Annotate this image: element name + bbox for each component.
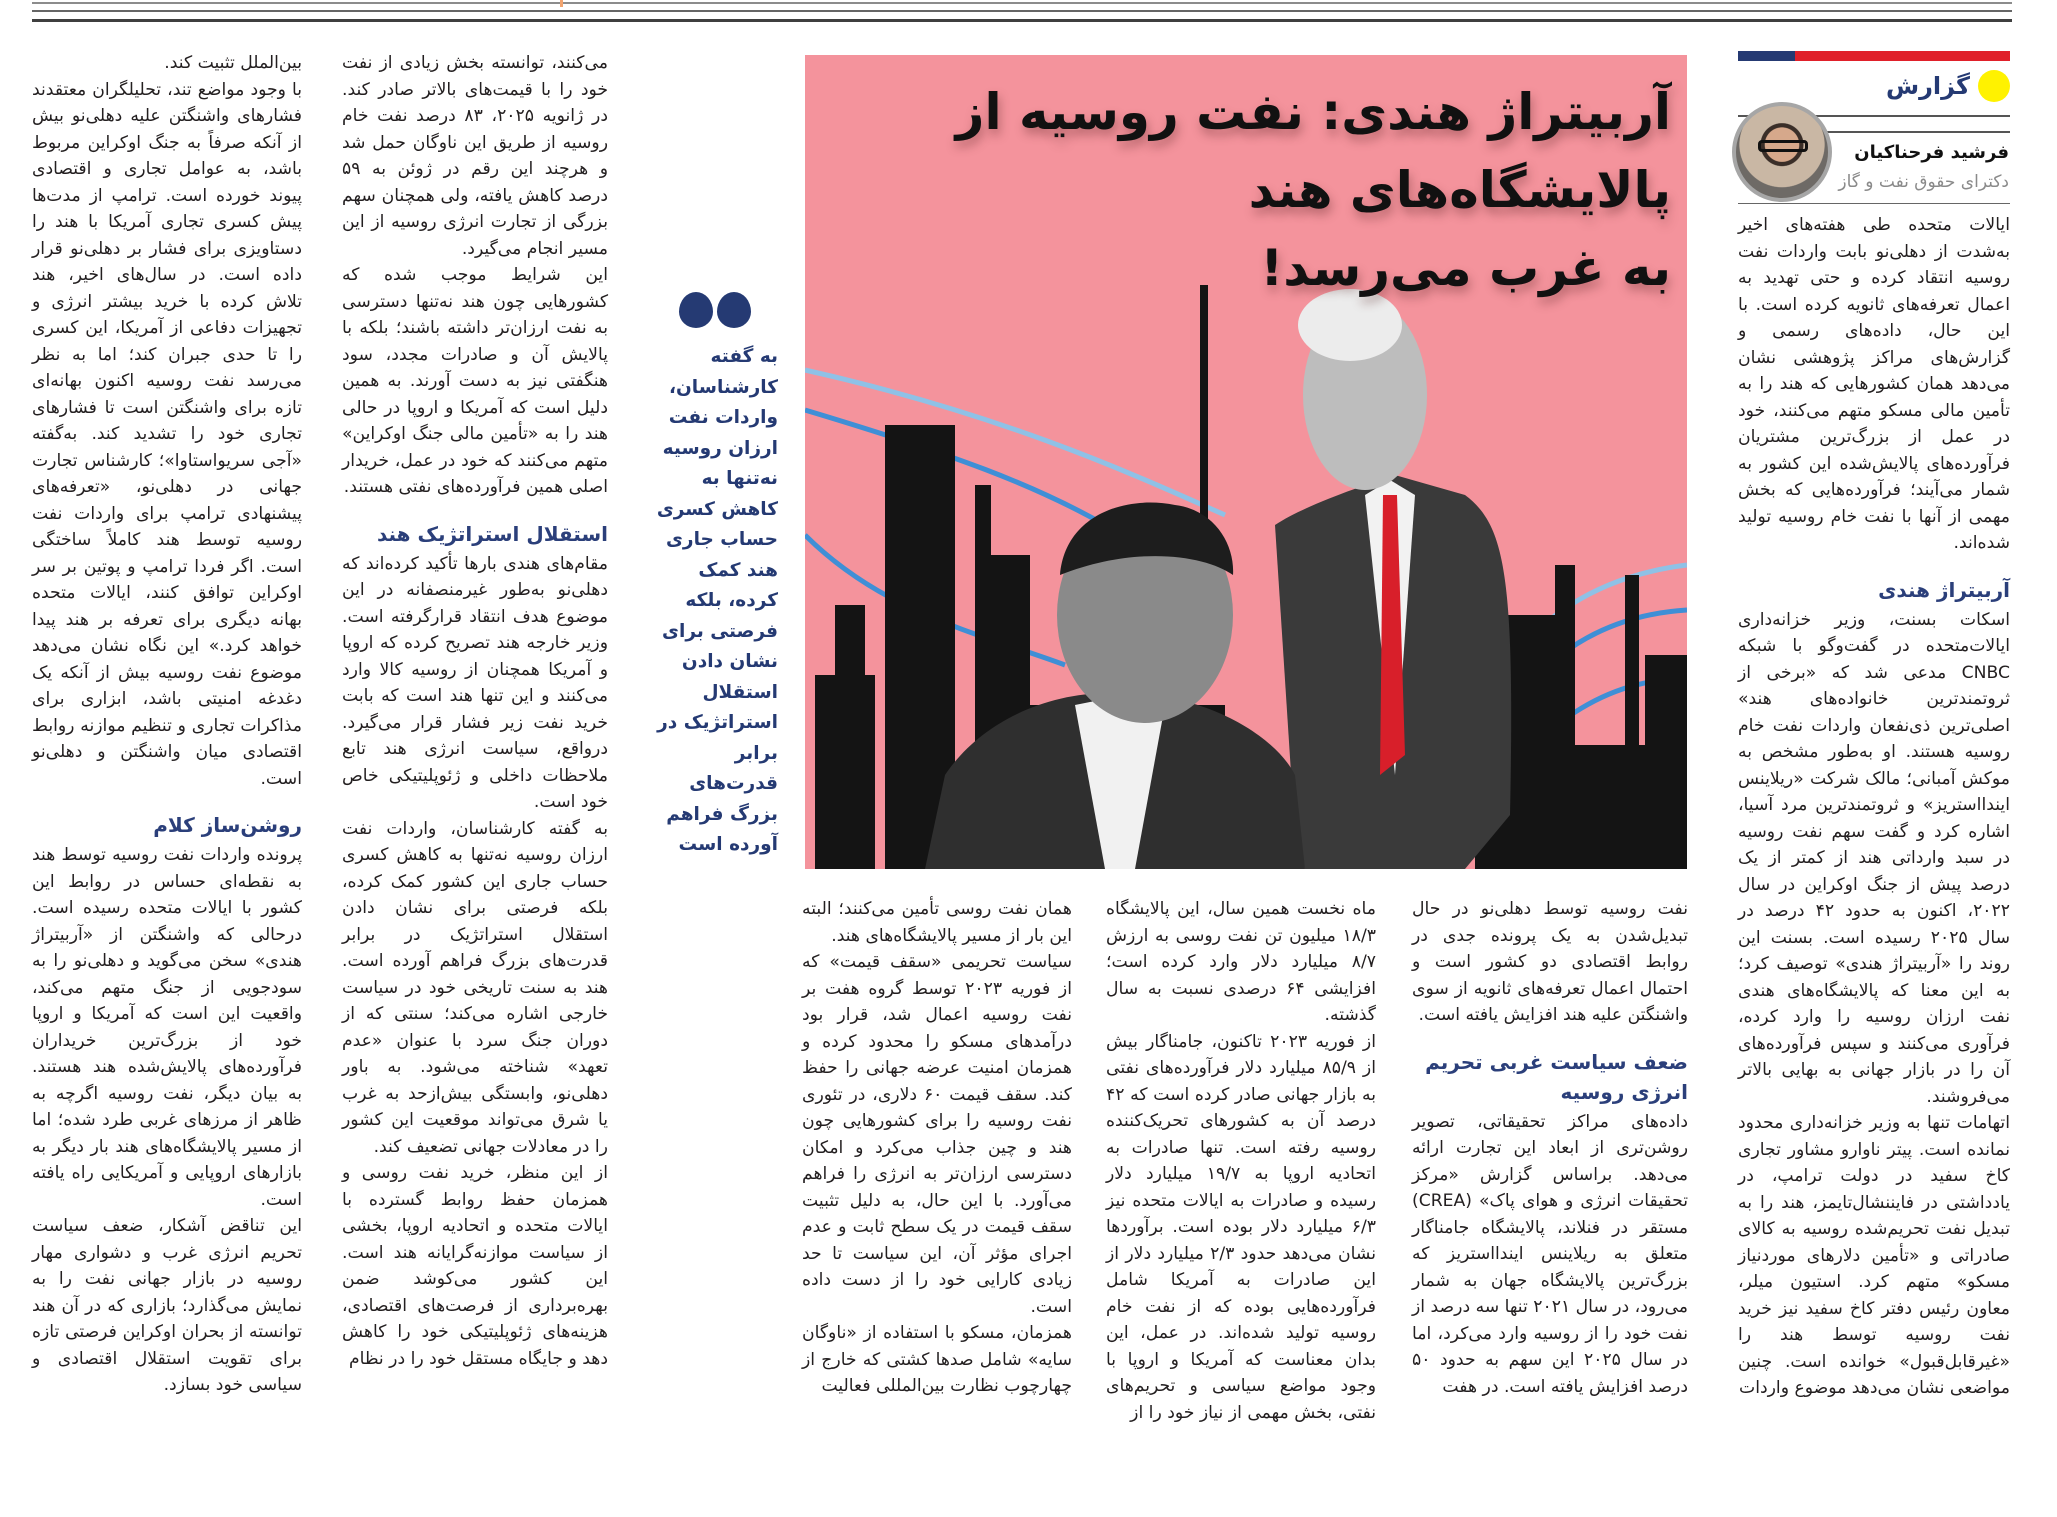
paragraph: پرونده واردات نفت روسیه توسط هند به نقطه‌ای حساس در روابط این کشور با ایالات متحده رسیده است. درحالی که واشنگتن از «آربیتراژ هندی» سخن می‌گوید و دهلی‌نو را به سودجویی از جنگ متهم می‌کند، واقعیت این است که آمریکا و اروپا خود از بزرگ‌ترین خریداران فرآورده‌های پالایش‌شده هند هستند. به بیان دیگر، نفت روسیه اگرچه به ظاهر از مرزهای غربی طرد شده؛ اما از مسیر پالایشگاه‌های هند بار دیگر به بازارهای اروپایی و آمریکایی راه یافته است. (32, 845, 302, 1210)
article-column-3 (1106, 896, 1376, 1426)
paragraph: داده‌های مراکز تحقیقاتی، تصویر روشن‌تری از ابعاد این تجارت ارائه می‌دهد. براساس گزارش «مرکز تحقیقات انرژی و هوای پاک» (CREA) مستقر در فنلاند، پالایشگاه جامناگار متعلق به ریلاینس ایندااستریز که بزرگ‌ترین پالایشگاه جهان به شمار می‌رود، در سال ۲۰۲۱ تنها سه درصد از نفت خود را از روسیه وارد می‌کرد، اما در سال ۲۰۲۵ این سهم به حدود ۵۰ درصد افزایش یافته است. در هفت (1412, 1111, 1688, 1397)
paragraph: این شرایط موجب شده که کشورهایی چون هند نه‌تنها دسترسی به نفت ارزان‌تر داشته باشند؛ بلکه با پالایش آن و صادرات مجدد، سود هنگفتی نیز به دست آورند. به همین دلیل است که آمریکا و اروپا در حالی هند را به «تأمین مالی جنگ اوکراین» متهم می‌کنند که خود در عمل، خریدار اصلی همین فرآورده‌های نفتی هستند. (342, 265, 608, 497)
subheading: ضعف سیاست غربی تحریم انرژی روسیه (1425, 1049, 1688, 1104)
paragraph: اتهامات تنها به وزیر خزانه‌داری محدود نمانده است. پیتر ناوارو مشاور تجاری کاخ سفید در دولت ترامپ، در یادداشتی در فایننشال‌تایمز، هند را به تبدیل نفت تحریم‌شده روسیه به کالای صادراتی و «تأمین دلارهای موردنیاز مسکو» متهم کرد. استیون میلر، معاون رئیس دفتر کاخ سفید نیز خرید نفت روسیه توسط هند را «غیرقابل‌قبول» خوانده است. چنین مواضعی نشان می‌دهد موضوع واردات (1738, 1113, 2010, 1398)
paragraph: از فوریه ۲۰۲۳ تاکنون، جامناگار بیش از ۸۵/۹ میلیارد دلار فرآورده‌های نفتی به بازار جهانی صادر کرده است که ۴۲ درصد آن به کشورهای تحریک‌کننده روسیه رفته است. تنها صادرات به اتحادیه اروپا به ۱۹/۷ میلیارد دلار رسیده و صادرات به ایالات متحده نیز ۶/۳ میلیارد دلار بوده است. برآوردها نشان می‌دهد حدود ۲/۳ میلیارد دلار از این صادرات به آمریکا شامل فرآورده‌هایی بوده که از نفت خام روسیه تولید شده‌اند. در عمل، این بدان معناست که آمریکا و اروپا با وجود مواضع سیاسی و تحریم‌های نفتی، بخش مهمی از نیاز خود را از (1106, 1031, 1377, 1423)
article-column-5 (342, 50, 608, 1372)
article-column-6 (32, 50, 302, 1399)
paragraph: با وجود مواضع تند، تحلیلگران معتقدند فشارهای واشنگتن علیه دهلی‌نو بیش از آنکه صرفاً به جنگ اوکراین مربوط باشد، به عوامل تجاری و اقتصادی پیوند خورده است. ترامپ از مدت‌ها پیش کسری تجاری آمریکا با هند را دستاویزی برای فشار بر دهلی‌نو قرار داده است. در سال‌های اخیر، هند تلاش کرده با خرید بیشتر انرژی و تجهیزات دفاعی از آمریکا، این کسری را تا حدی جبران کند؛ اما به نظر می‌رسد نفت روسیه اکنون بهانه‌ای تازه برای واشنگتن است تا فشارهای تجاری خود را تشدید کند. به‌گفته «آجی سریواستاوا»؛ کارشناس تجارت جهانی در دهلی‌نو، «تعرفه‌های پیشنهادی ترامپ برای واردات نفت روسیه توسط هند کاملاً ساختگی است. اگر فردا ترامپ و پوتین بر سر اوکراین توافق کنند، ایالات متحده بهانه دیگری برای تعرفه بر هند پیدا خواهد کرد.» این نگاه نشان می‌دهد موضوع نفت روسیه بیش از آنکه یک دغدغه امنیتی باشد، ابزاری برای مذاکرات تجاری و تنظیم موازنه روابط اقتصادی میان واشنگتن و دهلی‌نو است. (32, 79, 302, 789)
author-avatar (1732, 102, 1832, 202)
rule-line (32, 19, 2012, 22)
subheading: استقلال استراتژیک هند (376, 521, 608, 546)
headline-line-2: به غرب می‌رسد! (1260, 239, 1671, 297)
article-column-4 (802, 896, 1072, 1400)
article-column-2 (1412, 896, 1688, 1400)
section-label (1886, 70, 2010, 102)
paragraph: اسکات بسنت، وزیر خزانه‌داری ایالات‌متحده در گفت‌وگو با شبکه CNBC مدعی شد که «برخی از ثروتمندترین خانواده‌های هند» اصلی‌ترین ذی‌نفعان واردات نفت خام روسیه هستند. او به‌طور مشخص به موکش آمبانی؛ مالک شرکت «ریلاینس ایندااستریز» و ثروتمندترین مرد آسیا، اشاره کرد و گفت سهم نفت روسیه در سبد وارداتی هند از کمتر از یک درصد پیش از جنگ اوکراین در سال ۲۰۲۲، اکنون به حدود ۴۲ درصد در سال ۲۰۲۵ رسیده است. بسنت این روند را «آربیتراژ هندی» توصیف کرد؛ به این معنا که پالایشگاه‌های هندی نفت ارزان روسیه را وارد کرده، فرآوری می‌کنند و سپس فرآورده‌های آن را در بازار جهانی به بهایی بالاتر می‌فروشند. (1738, 609, 2010, 1107)
glasses-icon (1758, 140, 1808, 152)
author-title: دکترای حقوق نفت و گاز (1838, 172, 2009, 192)
yellow-dot-icon (1978, 70, 2010, 102)
quote-marks-icon (652, 292, 778, 328)
rule-line (32, 10, 2012, 12)
paragraph: همان نفت روسی تأمین می‌کنند؛ البته این بار از مسیر پالایشگاه‌های هند. (802, 899, 1072, 946)
section-title: گزارش (1885, 72, 1970, 100)
headline-image (805, 55, 1687, 869)
headline (811, 73, 1671, 307)
pull-quote (652, 292, 778, 861)
page-header-rules (32, 0, 2012, 24)
paragraph: می‌کنند، توانسته بخش زیادی از نفت خود را با قیمت‌های بالاتر صادر کند. در ژانویه ۲۰۲۵، ۸۳ درصد نفت خام روسیه از طریق این ناوگان حمل شد و هرچند این رقم در ژوئن به ۵۹ درصد کاهش یافته، ولی همچنان سهم بزرگی از تجارت انرژی روسیه از این مسیر انجام می‌گیرد. (342, 53, 608, 259)
paragraph: مقام‌های هندی بارها تأکید کرده‌اند که دهلی‌نو به‌طور غیرمنصفانه در این موضوع هدف انتقاد قرارگرفته است. وزیر خارجه هند تصریح کرده که اروپا و آمریکا همچنان از روسیه کالا وارد می‌کنند و این تنها هند است که بابت خرید نفت زیر فشار قرار می‌گیرد. درواقع، سیاست انرژی هند تابع ملاحظات داخلی و ژئوپلیتیکی خاص خود است. (342, 553, 608, 812)
paragraph: سیاست تحریمی «سقف قیمت» که از فوریه ۲۰۲۳ توسط گروه هفت بر نفت روسیه اعمال شد، قرار بود درآمدهای مسکو را محدود کرده و همزمان امنیت عرضه جهانی را حفظ کند. سقف قیمت ۶۰ دلاری، در تئوری نفت روسیه را برای کشورهایی چون هند و چین جذاب می‌کرد و امکان دسترسی ارزان‌تر به انرژی را فراهم می‌آورد. با این حال، به دلیل تثبیت سقف قیمت در یک سطح ثابت و عدم اجرای مؤثر آن، این سیاست تا حد زیادی کارایی خود را از دست داده است. (802, 952, 1072, 1317)
divider (1738, 203, 2010, 204)
paragraph: بین‌الملل تثبیت کند. (164, 53, 302, 73)
rule-line (32, 2, 2012, 4)
paragraph: ماه نخست همین سال، این پالایشگاه ۱۸/۳ میلیون تن نفت روسی به ارزش ۸/۷ میلیارد دلار وارد کرده است؛ افزایشی ۶۴ درصدی نسبت به سال گذشته. (1106, 899, 1377, 1025)
subheading: روشن‌ساز کلام (153, 813, 302, 837)
headline-line-1: آربیتراژ هندی: نفت روسیه از پالایشگاه‌های هند (955, 83, 1671, 219)
fold-mark (560, 0, 563, 7)
article-column-1 (1738, 212, 2010, 1402)
author-name: فرشید فرحناکیان (1854, 142, 2009, 163)
subheading: آربیتراژ هندی (1878, 577, 2010, 602)
paragraph: همزمان، مسکو با استفاده از «ناوگان سایه» شامل صدها کشتی که خارج از چهارچوب نظارت بین‌المللی فعالیت (802, 1323, 1072, 1396)
paragraph: ایالات متحده طی هفته‌های اخیر به‌شدت از دهلی‌نو بابت واردات نفت روسیه انتقاد کرده و حتی تهدید به اعمال تعرفه‌های ثانویه کرده است. با این حال، داده‌های رسمی و گزارش‌های مراکز پژوهشی نشان می‌دهد همان کشورهایی که هند را به تأمین مالی مسکو متهم می‌کنند، خود در عمل از بزرگ‌ترین مشتریان فرآورده‌های پالایش‌شده این کشور به شمار می‌آیند؛ فرآورده‌هایی که بخش مهمی از آنها با نفت خام روسیه تولید شده‌اند. (1738, 215, 2010, 553)
paragraph: نفت روسیه توسط دهلی‌نو در حال تبدیل‌شدن به یک پرونده جدی در روابط اقتصادی دو کشور است و احتمال اعمال تعرفه‌های ثانویه از سوی واشنگتن علیه هند افزایش یافته است. (1412, 899, 1688, 1025)
paragraph: این تناقض آشکار، ضعف سیاست تحریم انرژی غرب و دشواری مهار روسیه در بازار جهانی نفت را به نمایش می‌گذارد؛ بازاری که در آن هند توانسته از بحران اوکراین فرصتی تازه برای تقویت استقلال اقتصادی و سیاسی خود بسازد. (32, 1216, 302, 1395)
paragraph: از این منظر، خرید نفت روسی و همزمان حفظ روابط گسترده با ایالات متحده و اتحادیه اروپا، بخشی از سیاست موازنه‌گرایانه هند است. این کشور می‌کوشد ضمن بهره‌برداری از فرصت‌های اقتصادی، هزینه‌های ژئوپلیتیکی خود را کاهش دهد و جایگاه مستقل خود را در نظام (342, 1163, 608, 1369)
section-color-bar (1738, 51, 2010, 61)
pull-quote-text: به گفته کارشناسان، واردات نفت ارزان روسیه نه‌تنها به کاهش کسری حساب جاری هند کمک کرده، بلکه فرصتی برای نشان دادن استقلال استراتژیک در برابر قدرت‌های بزرگ فراهم آورده است (656, 346, 778, 855)
paragraph: به گفته کارشناسان، واردات نفت ارزان روسیه نه‌تنها به کاهش کسری حساب جاری این کشور کمک کرده، بلکه فرصتی برای نشان دادن استقلال استراتژیک در برابر قدرت‌های بزرگ فراهم آورده است. هند به سنت تاریخی خود در سیاست خارجی اشاره می‌کند؛ سنتی که از دوران جنگ سرد با عنوان «عدم تعهد» شناخته می‌شود. به باور دهلی‌نو، وابستگی بیش‌ازحد به غرب یا شرق می‌تواند موقعیت این کشور را در معادلات جهانی تضعیف کند. (342, 818, 608, 1157)
